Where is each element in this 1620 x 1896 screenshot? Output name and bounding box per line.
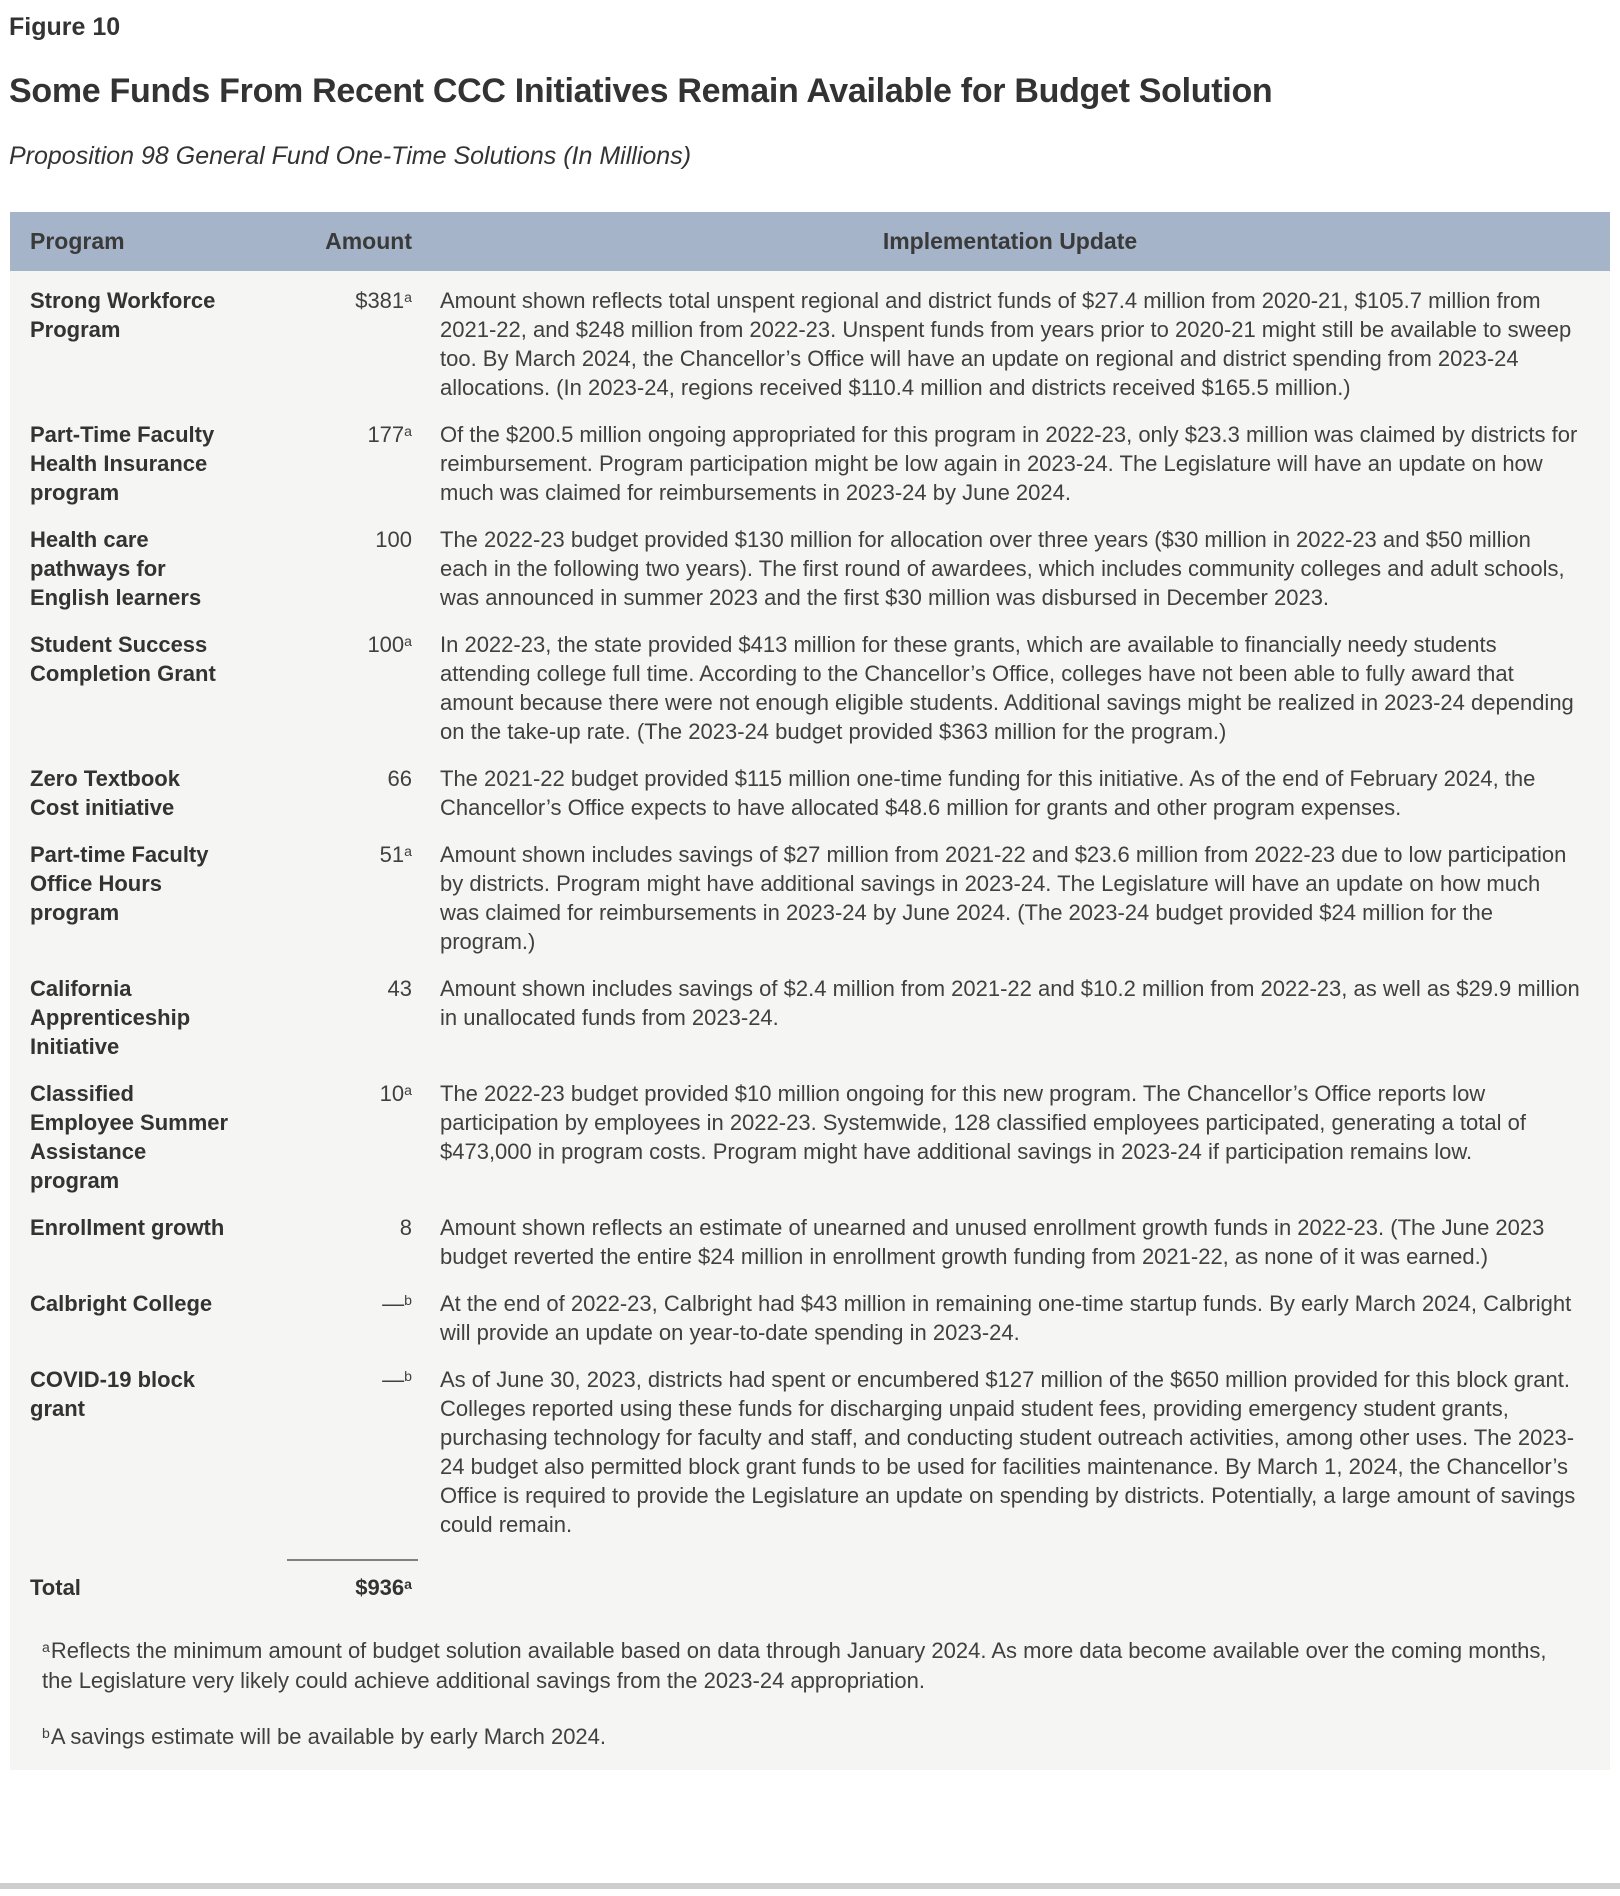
amount-value: 51 [379, 842, 405, 867]
update-cell: At the end of 2022-23, Calbright had $43 million in remaining one-time startup funds. By early March 2024, Calbright will provide an update on year-to-date spending in 2023-24. [440, 1291, 1572, 1345]
table-row [10, 1213, 1610, 1271]
table-row [10, 1289, 1610, 1347]
amount-cell [230, 630, 412, 746]
figure-label: Figure 10 [9, 13, 121, 41]
update-cell: In 2022-23, the state provided $413 million for these grants, which are available to financially needy students attending college full time. According to the Chancellor’s Office, colleges have not been able to fully award that amount because there were not enough eligible students. Additional savings might be realized in 2023-24 depending on the take-up rate. (The 2023-24 budget provided $363 million for the program.) [440, 632, 1574, 744]
amount-superscript: b [404, 1367, 412, 1384]
amount-value: 177 [367, 422, 405, 447]
amount-superscript: a [404, 842, 412, 859]
update-cell: The 2021-22 budget provided $115 million one-time funding for this initiative. As of the end of February 2024, the Chancellor’s Office expects to have allocated $48.6 million for grants and other program expenses. [440, 766, 1536, 820]
total-amount-value: $936 [355, 1575, 405, 1600]
amount-cell [230, 1079, 412, 1195]
update-cell: Of the $200.5 million ongoing appropriated for this program in 2022-23, only $23.3 million was claimed by districts for reimbursement. Program participation might be low again in 2023-24. The Legislature will have an update on how much was claimed for reimbursements in 2023-24 by June 2024. [440, 422, 1578, 505]
update-cell: The 2022-23 budget provided $10 million ongoing for this new program. The Chancellor’s Office reports low participation by employees in 2022-23. Systemwide, 128 classified employees participated, generating a total of $473,000 in program costs. Program might have additional savings in 2023-24 if participation remains low. [440, 1081, 1526, 1164]
program-cell: Enrollment growth [30, 1215, 225, 1240]
table-row [10, 630, 1610, 746]
footnote-a-marker: a [42, 1638, 50, 1655]
program-cell: California Apprenticeship Initiative [30, 976, 191, 1059]
amount-superscript: b [404, 1291, 412, 1308]
update-cell: Amount shown includes savings of $27 million from 2021-22 and $23.6 million from 2022-23 due to low participation by districts. Program might have additional savings in 2023-24. The Legislature will have an update on how much was claimed for reimbursements in 2023-24 by June 2024. (The 2023-24 budget provided $24 million for the program.) [440, 842, 1567, 954]
amount-value: 66 [387, 766, 412, 791]
figure-subtitle: Proposition 98 General Fund One-Time Solutions (In Millions) [9, 142, 692, 170]
amount-cell [230, 420, 412, 507]
header-program: Program [30, 228, 125, 254]
amount-value: 10 [379, 1081, 405, 1106]
program-cell: Health care pathways for English learners [30, 527, 202, 610]
update-cell: The 2022-23 budget provided $130 million for allocation over three years ($30 million in 2022-23 and $50 million each in the following two years). The first round of awardees, which includes community colleges and adult schools, was announced in summer 2023 and the first $30 million was disbursed in December 2023. [440, 527, 1565, 610]
total-label: Total [30, 1575, 81, 1600]
total-amount-superscript: a [404, 1575, 412, 1592]
table-row [10, 764, 1610, 822]
footnote-a [42, 1636, 1566, 1696]
table-row [10, 1079, 1610, 1195]
amount-cell [230, 525, 412, 612]
amount-value: — [382, 1367, 405, 1392]
amount-cell [230, 840, 412, 956]
amount-cell [230, 974, 412, 1061]
amount-cell [230, 1365, 412, 1539]
table-row [10, 525, 1610, 612]
footnote-b [42, 1722, 1566, 1752]
program-cell: COVID-19 block grant [30, 1367, 196, 1421]
program-cell: Classified Employee Summer Assistance program [30, 1081, 229, 1193]
program-cell: Calbright College [30, 1291, 213, 1316]
amount-value: 43 [387, 976, 412, 1001]
program-cell: Student Success Completion Grant [30, 632, 216, 686]
amount-value: 100 [367, 632, 405, 657]
footnote-a-text: Reflects the minimum amount of budget solution available based on data through January 2024. As more data become available over the coming months, the Legislature very likely could achieve additional savings from the 2023-24 appropriation. [42, 1638, 1547, 1693]
update-cell: Amount shown reflects an estimate of unearned and unused enrollment growth funds in 2022-23. (The June 2023 budget reverted the entire $24 million in enrollment growth funding from 2021-22, as none of it was earned.) [440, 1215, 1545, 1269]
table-row [10, 420, 1610, 507]
footnote-b-text: A savings estimate will be available by early March 2024. [50, 1724, 607, 1749]
total-spacer [412, 1573, 1610, 1602]
program-cell: Zero Textbook Cost initiative [30, 766, 180, 820]
program-cell: Strong Workforce Program [30, 288, 216, 342]
update-cell: Amount shown reflects total unspent regional and district funds of $27.4 million from 2020-21, $105.7 million from 2021-22, and $248 million from 2022-23. Unspent funds from years prior to 2020-21 might still be available to sweep too. By March 2024, the Chancellor’s Office will have an update on regional and district spending from 2023-24 allocations. (In 2023-24, regions received $110.4 million and districts received $165.5 million.) [440, 288, 1572, 400]
amount-superscript: a [404, 632, 412, 649]
table-row [10, 840, 1610, 956]
figure-title: Some Funds From Recent CCC Initiatives Remain Available for Budget Solution [9, 72, 1273, 110]
amount-value: — [382, 1291, 405, 1316]
total-row [10, 1573, 1610, 1602]
table-header-row [10, 212, 1610, 271]
amount-value: 100 [375, 527, 412, 552]
update-cell: Amount shown includes savings of $2.4 million from 2021-22 and $10.2 million from 2022-23, as well as $29.9 million in unallocated funds from 2023-24. [440, 976, 1580, 1030]
amount-superscript: a [404, 422, 412, 439]
update-cell: As of June 30, 2023, districts had spent or encumbered $127 million of the $650 million provided for this block grant. Colleges reported using these funds for discharging unpaid student fees, providing emergency student grants, purchasing technology for faculty and staff, and conducting student outreach activities, among other uses. The 2023-24 budget also permitted block grant funds to be used for facilities maintenance. By March 1, 2024, the Chancellor’s Office is required to provide the Legislature an update on spending by districts. Potentially, a large amount of savings could remain. [440, 1367, 1576, 1537]
program-cell: Part-Time Faculty Health Insurance program [30, 422, 215, 505]
footnotes [10, 1636, 1610, 1752]
footnote-b-marker: b [42, 1724, 50, 1741]
table-row [10, 974, 1610, 1061]
figure-table [10, 212, 1610, 1770]
amount-cell [230, 1289, 412, 1347]
amount-cell [230, 1213, 412, 1271]
amount-value: 8 [399, 1215, 412, 1240]
amount-value: $381 [355, 288, 405, 313]
amount-superscript: a [404, 1081, 412, 1098]
table-row [10, 286, 1610, 402]
amount-cell [230, 764, 412, 822]
amount-cell [230, 286, 412, 402]
header-amount: Amount [325, 228, 412, 254]
table-body [10, 286, 1610, 1539]
bottom-divider [0, 1883, 1620, 1889]
total-rule [287, 1559, 418, 1561]
amount-superscript: a [404, 288, 412, 305]
header-implementation-update: Implementation Update [882, 228, 1138, 254]
total-amount-cell [230, 1573, 412, 1602]
program-cell: Part-time Faculty Office Hours program [30, 842, 209, 925]
table-row [10, 1365, 1610, 1539]
